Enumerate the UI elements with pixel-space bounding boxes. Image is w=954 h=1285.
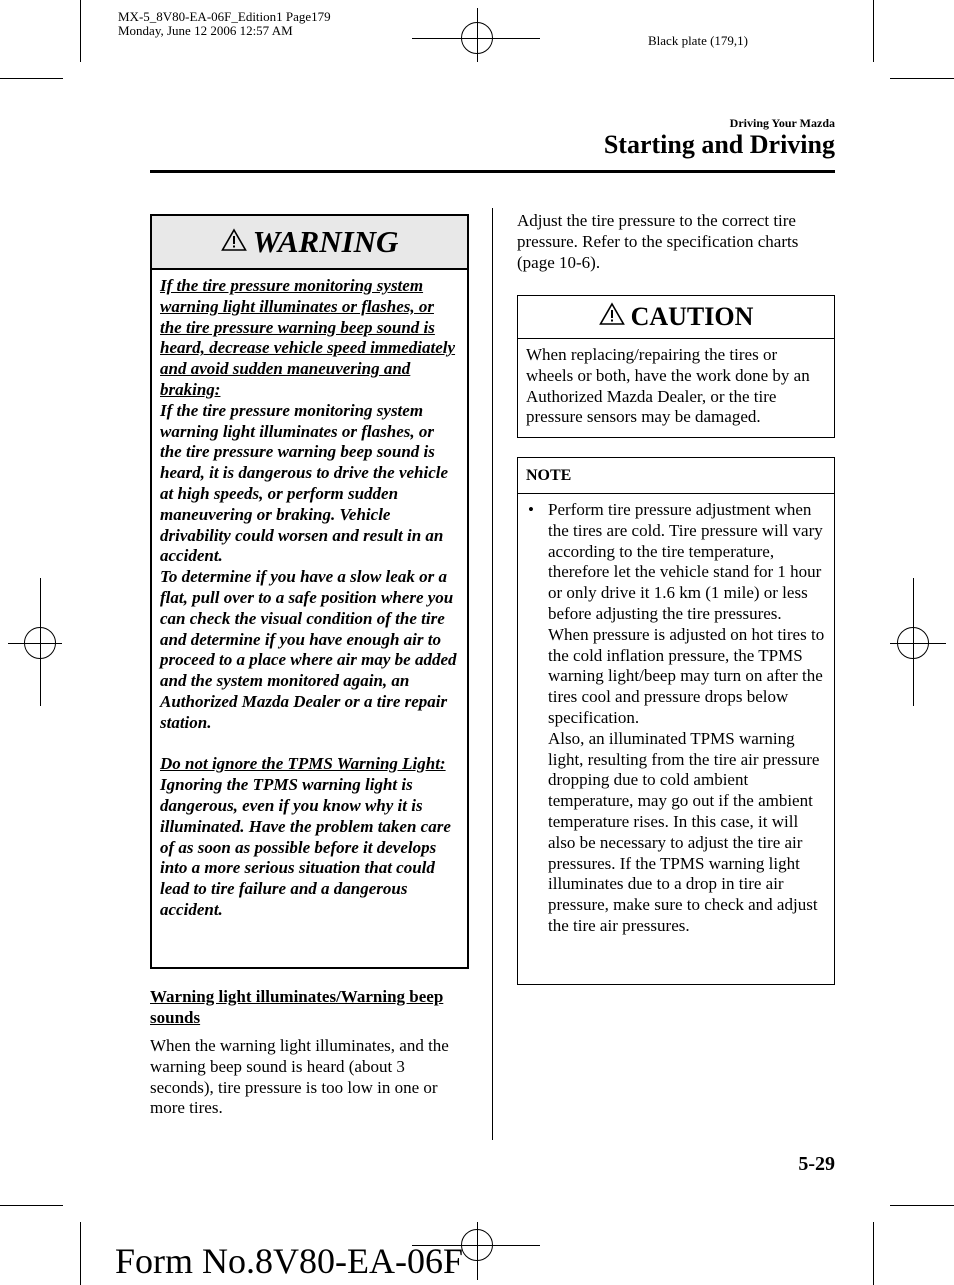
caution-body: When replacing/repairing the tires or wheels or both, have the work done by an Authorized Mazda Dealer, or the tire pressure sensors may be damaged. — [526, 345, 810, 427]
note-heading: NOTE — [518, 458, 834, 494]
print-meta — [118, 10, 331, 38]
print-meta-date: Monday, June 12 2006 12:57 AM — [118, 23, 293, 38]
note-text — [548, 500, 826, 937]
note-para2: Also, an illuminated TPMS warning light, resulting from the tire air pressure dropping due to cold ambient temperature, may go out if the ambient temperature rises. In this case, it will also be necessary to adjust the tire air pressures. If the TPMS warning light illuminates due to a drop in tire air pressure, make sure to check and adjust the tire air pressures. — [548, 728, 820, 935]
note-box — [517, 457, 835, 985]
adjust-pressure-text: Adjust the tire pressure to the correct tire pressure. Refer to the specification charts (page 10-6). — [517, 211, 799, 272]
note-body — [518, 494, 834, 945]
warning-para1-body2: To determine if you have a slow leak or a flat, pull over to a safe position where you can check the visual condition of the tire and determine if you have enough air to proceed to a place where air may be added and the system monitored again, an Authorized Mazda Dealer or a tire repair station. — [160, 567, 457, 732]
warning-para2-lead: Do not ignore the TPMS Warning Light: — [160, 754, 446, 774]
form-number: Form No.8V80-EA-06F — [115, 1241, 463, 1281]
warning-triangle-icon — [599, 302, 625, 333]
warning-heading — [152, 216, 467, 270]
warning-para2-body: Ignoring the TPMS warning light is dangerous, even if you know why it is illuminated. Have the problem taken care of as soon as possible before it develops into a more serious situation that could lead to tire failure and a dangerous accident. — [160, 775, 451, 919]
print-meta-file: MX-5_8V80-EA-06F_Edition1 Page179 — [118, 9, 331, 24]
caution-heading — [518, 296, 834, 339]
plate-label: Black plate (179,1) — [648, 33, 748, 48]
warning-para1-lead: If the tire pressure monitoring system warning light illuminates or flashes, or the tire pressure warning beep sound is heard, decrease vehicle speed immediately and avoid sudden maneuvering and braking: — [160, 276, 456, 399]
bullet-icon: • — [528, 500, 534, 519]
warning-para1-body: If the tire pressure monitoring system warning light illuminates or flashes, or the tire pressure warning beep sound is heard, it is dangerous to drive the vehicle at high speeds, or perform sudden maneuvering or braking. Vehicle drivability could worsen and result in an accident. — [160, 400, 449, 566]
warning-triangle-icon — [221, 224, 247, 260]
caution-box — [517, 295, 835, 438]
column-divider — [492, 208, 493, 1140]
note-para1: Perform tire pressure adjustment when the tires are cold. Tire pressure will vary according to the tire temperature, therefore let the vehicle stand for 1 hour or only drive it 1.6 km (1 mile) or less before adjusting the tire pressures. When pressure is adjusted on hot tires to the cold inflation pressure, the TPMS warning light/beep may turn on after the tires cool and pressure drops below specification. — [548, 500, 825, 727]
warning-body — [152, 270, 467, 931]
subsection-body: When the warning light illuminates, and the warning beep sound is heard (about 3 seconds), tire pressure is too low in one or more tires. — [150, 1036, 449, 1118]
warning-heading-text: WARNING — [252, 224, 399, 259]
caution-heading-text: CAUTION — [630, 302, 754, 331]
page-title: Starting and Driving — [603, 130, 835, 159]
section-label: Driving Your Mazda — [729, 116, 835, 130]
header-rule — [150, 170, 835, 173]
page-number: 5-29 — [798, 1153, 835, 1175]
subsection-heading: Warning light illuminates/Warning beep sounds — [150, 987, 444, 1027]
warning-box — [150, 214, 469, 969]
